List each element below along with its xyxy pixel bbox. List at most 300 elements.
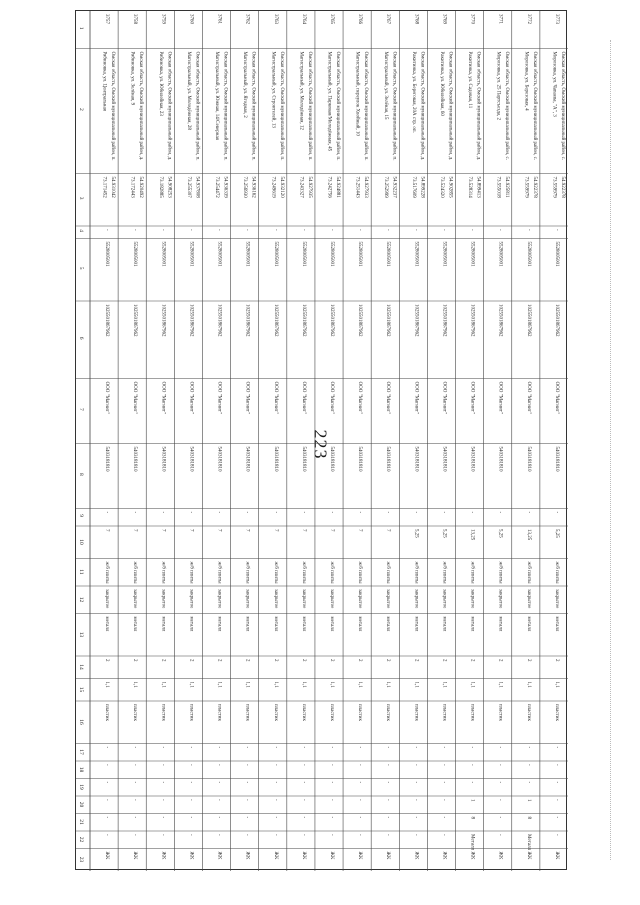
- cell-value: ЖК: [469, 851, 475, 860]
- cell-value: -: [216, 816, 222, 819]
- column-header: 23: [78, 856, 84, 863]
- cell-value: 13,25: [469, 529, 475, 541]
- cell-value: 5403181810: [413, 446, 419, 472]
- cell-value: 1025501867962: [469, 304, 475, 337]
- cell-value: -: [188, 229, 194, 231]
- cell-value: 5528005001: [525, 241, 531, 267]
- cell-value: 7: [216, 529, 222, 532]
- cell-value: -: [272, 816, 278, 819]
- cell-value: 1,1: [413, 681, 419, 688]
- cell-value: 1,1: [272, 681, 278, 688]
- cell-value: металл: [216, 616, 222, 632]
- cell-value: -: [497, 229, 503, 231]
- cell-value: ЖК: [272, 851, 278, 860]
- cell-value: 3764: [300, 14, 306, 24]
- cell-value: -: [272, 834, 278, 836]
- cell-value: 1025501867962: [525, 304, 531, 337]
- cell-value: 1025501867962: [216, 304, 222, 337]
- cell-value: пластик: [160, 704, 166, 721]
- column-header: 6: [78, 336, 84, 340]
- cell-value: -: [553, 746, 559, 749]
- cell-value: 1025501867962: [441, 304, 447, 337]
- cell-value: ж/б плиты: [160, 561, 166, 584]
- cell-value: ж/б плиты: [413, 561, 419, 584]
- cell-value: 1,1: [441, 681, 447, 688]
- cell-address: Омская область, Омский муниципальный район, п.: [391, 51, 397, 161]
- cell-address: Омская область, Омский муниципальный район, п.: [250, 51, 256, 161]
- cell-value: 1025501867962: [357, 304, 363, 337]
- cell-coords: 54.931042: [110, 176, 116, 198]
- table-grid: [76, 11, 568, 871]
- cell-value: -: [497, 816, 503, 819]
- cell-value: -: [441, 816, 447, 819]
- cell-value: 3770: [469, 14, 475, 24]
- cell-coords: 54.927935: [306, 176, 312, 198]
- cell-coords: 54.902855: [447, 176, 453, 198]
- cell-value: ЖК: [329, 851, 334, 860]
- cell-value: ООО "Магнит": [272, 381, 278, 414]
- cell-value: 1,1: [216, 681, 222, 688]
- cell-value: -: [553, 799, 559, 801]
- cell-value: -: [469, 746, 475, 749]
- cell-value: 1,1: [160, 681, 166, 688]
- cell-value: ЖК: [244, 851, 250, 860]
- cell-value: 1025501867962: [244, 304, 250, 337]
- cell-value: 1,1: [132, 681, 138, 688]
- cell-address: Магистральный, переулок Хвойный, 10: [354, 51, 360, 136]
- cell-address: Морозовка, ул. Чапаева, "А", 3: [551, 51, 557, 117]
- cell-value: 2: [132, 659, 138, 662]
- cell-value: -: [132, 834, 138, 836]
- cell-coords: 73.524320: [439, 176, 445, 198]
- cell-value: ЖК: [300, 851, 306, 860]
- cell-value: -: [104, 746, 110, 749]
- cell-value: -: [104, 764, 110, 766]
- cell-value: ж/б плиты: [441, 561, 447, 584]
- cell-value: -: [132, 764, 138, 766]
- cell-value: -: [553, 781, 559, 784]
- cell-value: 1025501867962: [104, 304, 110, 337]
- cell-value: -: [188, 781, 194, 784]
- cell-value: 1,1: [497, 681, 503, 688]
- cell-value: 5403181810: [357, 446, 363, 472]
- cell-coords: 54.922378: [531, 176, 537, 198]
- cell-address: Магистральный, ул. Молодёжная, 12: [298, 51, 304, 130]
- cell-value: 5403181810: [272, 446, 278, 472]
- cell-value: 5528005001: [553, 241, 559, 267]
- cell-value: 1: [525, 799, 531, 802]
- cell-value: закрытое: [469, 589, 475, 609]
- cell-value: -: [385, 816, 391, 819]
- cell-value: закрытое: [357, 589, 363, 609]
- cell-coords: 54.908253: [166, 176, 172, 198]
- cell-value: -: [160, 764, 166, 766]
- cell-value: 1,1: [385, 681, 391, 688]
- column-header: 8: [78, 473, 84, 476]
- cell-address: Омская область, Омский муниципальный район, п.: [306, 51, 312, 161]
- cell-value: ж/б плиты: [244, 561, 250, 584]
- cell-value: -: [272, 799, 278, 801]
- cell-value: 3768: [413, 14, 419, 24]
- cell-value: -: [244, 799, 250, 801]
- cell-value: металл: [272, 616, 278, 632]
- cell-value: -: [329, 764, 334, 766]
- cell-value: -: [160, 816, 166, 819]
- cell-address: Морозовка, ул. 25 Партсъезда, 2: [495, 51, 501, 120]
- cell-value: ж/б плиты: [104, 561, 110, 584]
- cell-value: 5528005001: [104, 241, 110, 267]
- cell-value: -: [300, 799, 306, 801]
- cell-value: пластик: [497, 704, 503, 721]
- cell-value: -: [244, 511, 250, 514]
- cell-address: Омская область, Омский муниципальный район, п.: [110, 51, 116, 161]
- cell-value: -: [132, 229, 138, 231]
- cell-value: металл: [385, 616, 391, 632]
- cell-value: 5,25: [413, 529, 419, 538]
- cell-address: Магистральный, ул. Южная, 14/Северная: [214, 51, 220, 140]
- cell-value: -: [357, 781, 363, 784]
- cell-value: 2: [160, 659, 166, 662]
- cell-value: -: [300, 229, 306, 231]
- cell-value: ООО "Магнит": [104, 381, 110, 414]
- cell-value: -: [385, 781, 391, 784]
- cell-value: 3763: [272, 14, 278, 24]
- cell-address: Ракитинка, ул. Садовая, 11: [467, 51, 473, 109]
- cell-value: ЖК: [132, 851, 138, 860]
- cell-value: 1025501867962: [132, 304, 138, 337]
- cell-value: -: [104, 834, 110, 836]
- cell-value: -: [188, 746, 194, 749]
- cell-value: закрытое: [525, 589, 531, 609]
- cell-value: 2: [413, 659, 419, 662]
- cell-value: -: [244, 781, 250, 784]
- rotated-registry-table: [75, 10, 567, 870]
- cell-value: ж/б плиты: [272, 561, 278, 584]
- cell-value: 1,1: [553, 681, 559, 688]
- cell-value: Металл: [469, 834, 475, 851]
- cell-value: 1: [469, 799, 475, 802]
- cell-coords: 73.243327: [298, 176, 304, 198]
- cell-value: 5,25: [553, 529, 559, 538]
- cell-value: 3769: [441, 14, 447, 24]
- cell-address: Омская область, Омский муниципальный район, д.: [447, 51, 453, 161]
- cell-value: 3758: [132, 14, 138, 24]
- cell-value: закрытое: [132, 589, 138, 609]
- cell-value: -: [132, 511, 138, 514]
- cell-value: металл: [469, 616, 475, 632]
- cell-value: металл: [132, 616, 138, 632]
- cell-address: Рябиновка, ул. Юбилейная, 23: [157, 51, 163, 116]
- cell-coords: 73.559979: [523, 176, 529, 198]
- cell-address: Омская область, Омский муниципальный район, д.: [475, 51, 481, 161]
- cell-value: ЖК: [525, 851, 531, 860]
- cell-value: 2: [216, 659, 222, 662]
- cell-value: 5528005001: [272, 241, 278, 267]
- cell-value: -: [441, 746, 447, 749]
- cell-coords: 73.555018: [495, 176, 501, 198]
- cell-value: 1025501867962: [300, 304, 306, 337]
- cell-value: -: [385, 834, 391, 836]
- cell-value: 2: [385, 659, 391, 662]
- cell-value: ООО "Магнит": [385, 381, 391, 414]
- cell-value: -: [104, 781, 110, 784]
- cell-coords: 73.559979: [551, 176, 557, 198]
- cell-value: 1,1: [188, 681, 194, 688]
- cell-value: металл: [497, 616, 503, 632]
- cell-value: 5403181810: [329, 446, 334, 472]
- cell-value: закрытое: [244, 589, 250, 609]
- cell-value: 5403181810: [385, 446, 391, 472]
- cell-value: -: [357, 816, 363, 819]
- cell-address: Магистральный, ул. Зелёная, 15: [382, 51, 388, 120]
- cell-address: Рябиновка, ул. Центральная: [101, 51, 107, 111]
- cell-coords: 54.927933: [363, 176, 369, 198]
- cell-value: пластик: [385, 704, 391, 721]
- column-header: 15: [78, 686, 84, 693]
- cell-value: -: [188, 764, 194, 766]
- cell-value: 5528005001: [216, 241, 222, 267]
- cell-value: 3761: [216, 14, 222, 24]
- cell-value: -: [132, 799, 138, 801]
- cell-value: -: [497, 764, 503, 766]
- cell-value: -: [329, 799, 334, 801]
- cell-value: -: [329, 511, 334, 514]
- cell-value: -: [553, 229, 559, 231]
- cell-value: -: [469, 764, 475, 766]
- cell-value: -: [357, 764, 363, 766]
- cell-value: -: [160, 746, 166, 749]
- cell-value: 5528005001: [300, 241, 306, 267]
- cell-value: пластик: [413, 704, 419, 721]
- cell-value: 3759: [160, 14, 166, 24]
- cell-value: 5528005001: [497, 241, 503, 267]
- cell-value: -: [525, 781, 531, 784]
- cell-value: 5528005001: [329, 241, 334, 267]
- cell-value: пластик: [469, 704, 475, 721]
- cell-value: ж/б плиты: [553, 561, 559, 584]
- cell-value: -: [132, 781, 138, 784]
- cell-value: ООО "Магнит": [441, 381, 447, 414]
- cell-value: пластик: [300, 704, 306, 721]
- cell-value: 1,1: [357, 681, 363, 688]
- cell-value: металл: [357, 616, 363, 632]
- cell-value: -: [497, 746, 503, 749]
- cell-value: ЖК: [216, 851, 222, 860]
- cell-value: -: [244, 746, 250, 749]
- cell-coords: 73.182885: [157, 176, 163, 198]
- cell-value: -: [553, 764, 559, 766]
- cell-value: 5403181810: [497, 446, 503, 472]
- column-header: 20: [78, 801, 84, 808]
- cell-value: -: [188, 834, 194, 836]
- cell-value: 7: [160, 529, 166, 532]
- cell-value: ООО "Магнит": [188, 381, 194, 414]
- cell-coords: 54.925811: [503, 176, 509, 198]
- cell-coords: 73.256930: [242, 176, 248, 198]
- cell-value: 1,1: [244, 681, 250, 688]
- cell-value: 3766: [357, 14, 363, 24]
- cell-value: 2: [497, 659, 503, 662]
- cell-value: -: [413, 834, 419, 836]
- cell-value: -: [132, 746, 138, 749]
- cell-value: -: [104, 511, 110, 514]
- cell-value: пластик: [104, 704, 110, 721]
- cell-value: 7: [329, 529, 334, 532]
- cell-value: -: [413, 799, 419, 801]
- cell-value: металл: [413, 616, 419, 632]
- cell-value: металл: [441, 616, 447, 632]
- cell-value: -: [357, 229, 363, 231]
- cell-value: пластик: [188, 704, 194, 721]
- cell-value: ЖК: [104, 851, 110, 860]
- cell-value: -: [413, 511, 419, 514]
- cell-address: Магистральный, ул. Строителей, 13: [270, 51, 276, 128]
- cell-value: -: [497, 799, 503, 801]
- cell-value: 7: [300, 529, 306, 532]
- cell-value: 1,1: [104, 681, 110, 688]
- cell-value: -: [244, 229, 250, 231]
- cell-value: ж/б плиты: [497, 561, 503, 584]
- cell-value: 2: [244, 659, 250, 662]
- column-header: 3: [78, 196, 84, 200]
- column-header: 5: [78, 266, 84, 270]
- cell-value: 1025501867962: [272, 304, 278, 337]
- cell-value: -: [497, 511, 503, 514]
- cell-value: -: [385, 229, 391, 231]
- cell-value: -: [104, 229, 110, 231]
- column-header: 16: [78, 719, 84, 725]
- cell-value: -: [216, 229, 222, 231]
- cell-coords: 54.932237: [391, 176, 397, 198]
- cell-value: ООО "Магнит": [357, 381, 363, 414]
- cell-value: пластик: [525, 704, 531, 721]
- cell-value: пластик: [553, 704, 559, 721]
- cell-value: -: [216, 764, 222, 766]
- cell-value: 5528005001: [188, 241, 194, 267]
- cell-value: ООО "Магнит": [497, 381, 503, 414]
- cell-value: закрытое: [160, 589, 166, 609]
- cell-value: -: [553, 511, 559, 514]
- column-header: 11: [78, 569, 84, 575]
- cell-value: 7: [357, 529, 363, 532]
- cell-value: -: [441, 511, 447, 514]
- cell-value: закрытое: [188, 589, 194, 609]
- cell-value: ООО "Магнит": [553, 381, 559, 414]
- cell-value: закрытое: [329, 589, 334, 609]
- cell-value: -: [441, 229, 447, 231]
- cell-value: 5528005001: [244, 241, 250, 267]
- cell-value: -: [441, 834, 447, 836]
- cell-value: -: [413, 229, 419, 231]
- cell-value: -: [244, 834, 250, 836]
- cell-value: металл: [160, 616, 166, 632]
- cell-value: -: [216, 799, 222, 801]
- cell-coords: 73.251443: [354, 176, 360, 198]
- cell-address: Омская область, Омский муниципальный район, с.: [531, 51, 537, 161]
- cell-value: -: [329, 834, 334, 836]
- cell-value: -: [160, 781, 166, 784]
- cell-value: 2: [104, 659, 110, 662]
- cell-value: -: [244, 764, 250, 766]
- cell-value: -: [216, 781, 222, 784]
- cell-address: Омская область, Омский муниципальный район, п.: [278, 51, 284, 161]
- cell-value: -: [469, 229, 475, 231]
- cell-value: 2: [300, 659, 306, 662]
- cell-value: 7: [188, 529, 194, 532]
- cell-value: 1,1: [469, 681, 475, 688]
- cell-value: -: [525, 511, 531, 514]
- column-header: 2: [78, 108, 84, 111]
- cell-value: -: [216, 746, 222, 749]
- cell-value: 1,1: [329, 681, 334, 688]
- cell-value: ООО "Магнит": [300, 381, 306, 414]
- column-header: 22: [78, 836, 84, 843]
- cell-value: 2: [188, 659, 194, 662]
- cell-value: -: [357, 834, 363, 836]
- cell-address: Магистральный, ул. Парковая/Молодёжная, 45: [326, 51, 332, 152]
- cell-value: ж/б плиты: [385, 561, 391, 584]
- cell-value: закрытое: [413, 589, 419, 609]
- cell-coords: 73.254472: [214, 176, 220, 198]
- cell-value: 2: [553, 659, 559, 662]
- column-header: 7: [78, 408, 84, 411]
- cell-value: 5528005001: [357, 241, 363, 267]
- cell-value: 5403181810: [188, 446, 194, 472]
- cell-coords: 73.172443: [129, 176, 135, 198]
- cell-value: 5403181810: [553, 446, 559, 472]
- cell-value: -: [329, 746, 334, 749]
- cell-coords: 73.255307: [185, 176, 191, 198]
- cell-value: 2: [469, 659, 475, 662]
- cell-value: пластик: [329, 704, 334, 721]
- cell-value: 1025501867962: [497, 304, 503, 337]
- cell-value: ЖК: [188, 851, 194, 860]
- cell-value: -: [216, 834, 222, 836]
- cell-value: закрытое: [300, 589, 306, 609]
- cell-value: -: [188, 511, 194, 514]
- cell-value: -: [300, 834, 306, 836]
- cell-value: закрытое: [441, 589, 447, 609]
- cell-value: -: [497, 781, 503, 784]
- cell-address: Омская область, Омский муниципальный район, п.: [363, 51, 369, 161]
- cell-value: металл: [525, 616, 531, 632]
- cell-coords: 54.937808: [194, 176, 200, 198]
- cell-value: 7: [272, 529, 278, 532]
- cell-value: ж/б плиты: [329, 561, 334, 584]
- cell-value: 1025501867962: [188, 304, 194, 337]
- cell-value: 2: [272, 659, 278, 662]
- cell-address: Омская область, Омский муниципальный район, д.: [138, 51, 144, 161]
- cell-value: -: [525, 746, 531, 749]
- cell-address: Омская область, Омский муниципальный район, с.: [560, 51, 565, 161]
- cell-value: 5403181810: [469, 446, 475, 472]
- cell-value: пластик: [441, 704, 447, 721]
- cell-value: 8: [469, 816, 475, 819]
- cell-value: -: [272, 229, 278, 231]
- cell-value: -: [385, 764, 391, 766]
- cell-value: 8: [525, 816, 531, 819]
- cell-value: 5403181810: [525, 446, 531, 472]
- cell-value: пластик: [272, 704, 278, 721]
- cell-value: пластик: [132, 704, 138, 721]
- cell-value: закрытое: [385, 589, 391, 609]
- cell-value: 1025501867962: [385, 304, 391, 337]
- cell-value: -: [497, 834, 503, 836]
- cell-value: ООО "Магнит": [329, 381, 334, 414]
- cell-value: -: [413, 781, 419, 784]
- cell-value: -: [104, 799, 110, 801]
- cell-value: -: [385, 799, 391, 801]
